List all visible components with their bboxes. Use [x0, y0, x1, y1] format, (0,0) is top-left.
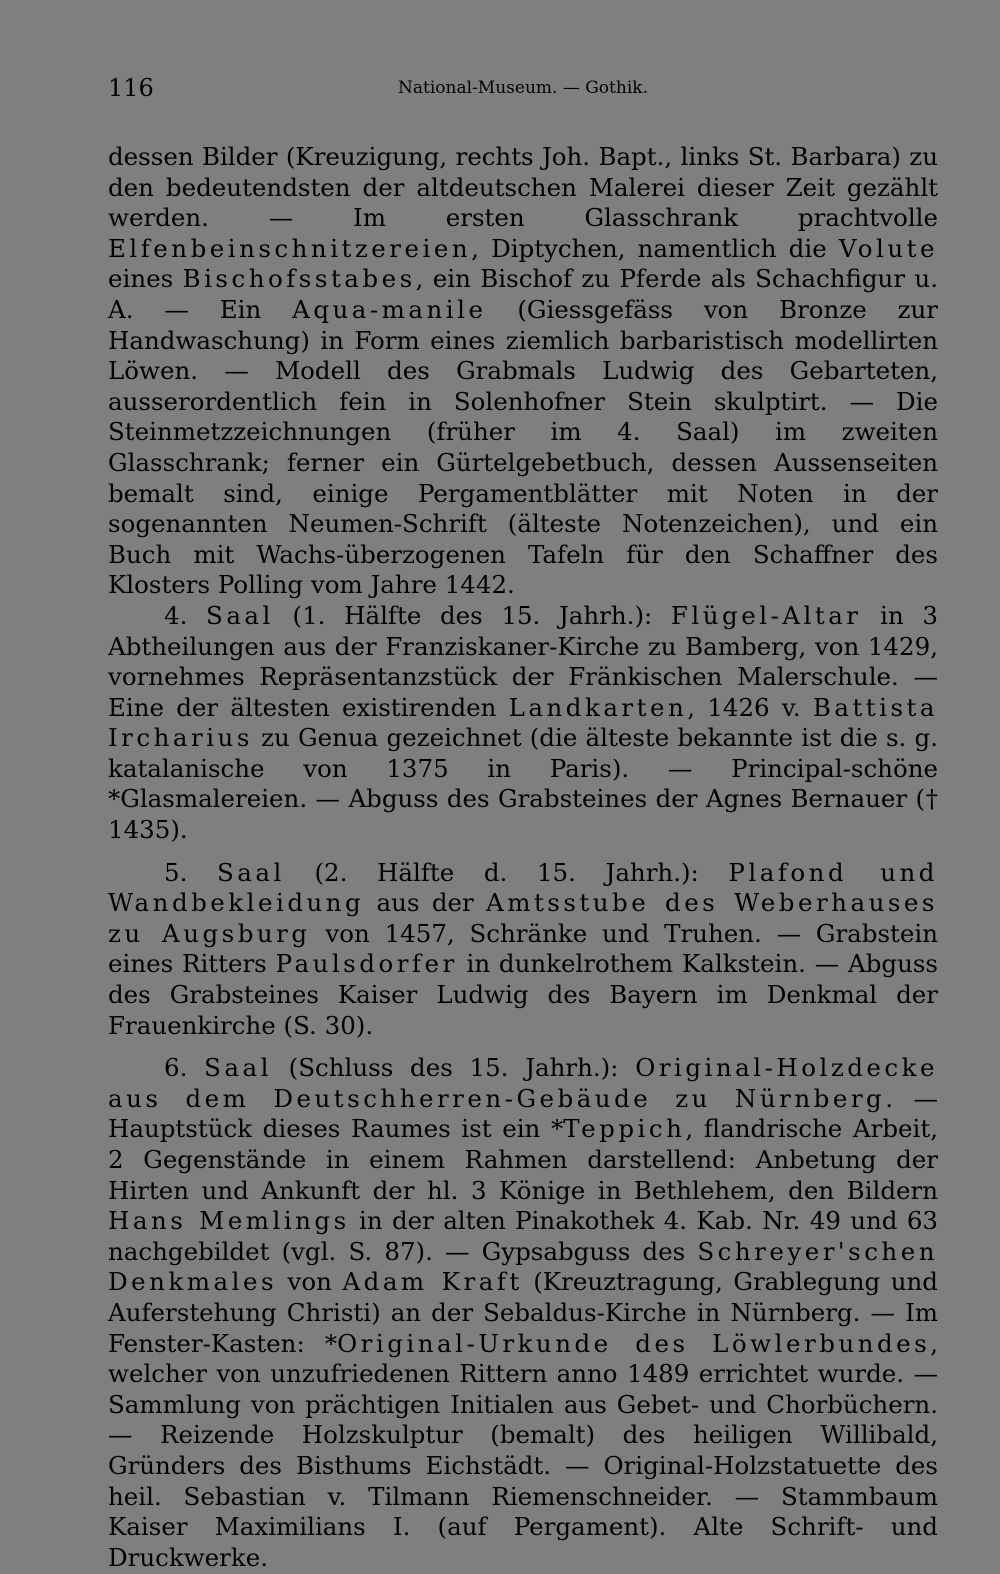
spaced-emphasis: Paulsdorfer	[275, 949, 458, 979]
spaced-emphasis: Saal	[206, 600, 274, 630]
text-run: , Diptychen, namentlich die	[471, 233, 839, 263]
paragraph	[108, 858, 938, 1042]
text-run: , ein Bischof zu Pferde als Schachfigur u. A. — Ein	[108, 264, 938, 324]
spaced-emphasis: Original-Holzdecke aus dem Deutschherren-Gebäude zu Nürnberg	[108, 1053, 938, 1113]
paragraph	[108, 601, 938, 846]
spaced-emphasis: Saal	[204, 1053, 272, 1083]
spaced-emphasis: Amtsstube des Weberhauses zu Augsburg	[108, 888, 938, 948]
text-run: , flandrische Arbeit, 2 Gegenstände in einem Rahmen darstellend: Anbetung der Hirten und Ankunft der hl. 3 Könige in Bethlehem, den Bildern	[108, 1114, 939, 1205]
spaced-emphasis: Landkarten	[508, 692, 688, 722]
text-run: von 1457, Schränke und Truhen. — Grabstein eines Ritters	[108, 918, 939, 979]
text-run: (Schluss des 15. Jahrh.):	[271, 1053, 636, 1083]
text-run: in dunkelrothem Kalkstein. — Abguss des Grabsteines Kaiser Ludwig des Bayern im Denkmal der Frauenkirche (S. 30).	[108, 949, 938, 1040]
text-run: zu Genua gezeichnet (die älteste bekannte ist die s. g. katalanische von 1375 in Paris). — Principal-schöne *Glasmalereien. — Abguss des Grabsteines der Agnes Bernauer († 1435).	[108, 723, 938, 845]
spaced-emphasis: Original-Urkunde des Löwlerbundes	[337, 1328, 931, 1358]
page-number: 116	[108, 74, 154, 102]
running-title: National-Museum. — Gothik.	[398, 78, 648, 98]
spaced-emphasis: Volute	[838, 233, 938, 263]
spaced-emphasis: Schreyer'schen Denkmales	[108, 1236, 938, 1297]
text-run: 6.	[164, 1053, 205, 1083]
text-run: in 3 Abtheilungen aus der Franziskaner-Kirche zu Bamberg, von 1429, vornehmes Repräsentanzstück der Fränkischen Malerschule. — Eine der ältesten existirenden	[108, 600, 939, 722]
spaced-emphasis: Flügel-Altar	[670, 600, 862, 630]
text-run: , welcher von unzufriedenen Rittern anno 1489 errichtet wurde. — Sammlung von prächtigen Initialen aus Gebet- und Chorbüchern. — Reizende Holzskulptur (bemalt) des heiligen Willibald, Gründers des Bisthums Eichstädt. — Original-Holzstatuette des heil. Sebastian v. Tilmann Riemenschneider. — Stammbaum Kaiser Maximilians I. (auf Pergament). Alte Schrift- und Druckwerke.	[108, 1328, 938, 1572]
text-run: 4.	[164, 600, 207, 630]
paragraph	[108, 142, 938, 601]
spaced-emphasis: Plafond und Wandbekleidung	[108, 857, 938, 918]
text-run: (1. Hälfte des 15. Jahrh.):	[273, 600, 671, 630]
spaced-emphasis: Elfenbeinschnitzereien	[108, 233, 472, 263]
paragraph	[108, 1053, 938, 1573]
spaced-emphasis: Battista Ircharius	[108, 692, 938, 753]
spaced-emphasis: Hans Memlings	[108, 1206, 350, 1236]
spaced-emphasis: Teppich	[563, 1114, 686, 1144]
spaced-emphasis: Saal	[217, 857, 285, 887]
text-run: dessen Bilder (Kreuzigung, rechts Joh. Bapt., links St. Barbara) zu den bedeutendsten der altdeutschen Malerei dieser Zeit gezählt werden. — Im ersten Glasschrank prachtvolle	[108, 142, 938, 233]
text-run: (2. Hälfte d. 15. Jahrh.):	[284, 857, 729, 887]
text-run: . — Hauptstück dieses Raumes ist ein *	[108, 1083, 938, 1144]
text-run: (Kreuztragung, Grablegung und Auferstehung Christi) an der Sebaldus-Kirche in Nürnberg. — Im Fenster-Kasten: *	[108, 1267, 938, 1358]
spaced-emphasis: Aqua-manile	[292, 294, 487, 324]
text-run: eines	[108, 264, 183, 294]
text-run: aus der	[364, 888, 487, 918]
text-run: von	[277, 1267, 343, 1297]
spaced-emphasis: Bischofsstabes	[182, 264, 416, 294]
spaced-emphasis: Adam Kraft	[342, 1267, 523, 1297]
page-header	[108, 74, 938, 108]
text-run: 5.	[164, 857, 217, 887]
text-run: in der alten Pinakothek 4. Kab. Nr. 49 und 63 nachgebildet (vgl. S. 87). — Gypsabguss des	[108, 1206, 938, 1266]
text-run: (Giessgefäss von Bronze zur Handwaschung) in Form eines ziemlich barbaristisch modellirten Löwen. — Modell des Grabmals Ludwig des Gebarteten, ausserordentlich fein in Solenhofner Stein skulptirt. — Die Steinmetzzeichnungen (früher im 4. Saal) im zweiten Glasschrank; ferner ein Gürtelgebetbuch, dessen Aussenseiten bemalt sind, einige Pergamentblätter mit Noten in der sogenannten Neumen-Schrift (älteste Notenzeichen), und ein Buch mit Wachs-überzogenen Tafeln für den Schaffner des Klosters Polling vom Jahre 1442.	[108, 294, 939, 600]
body-text	[108, 142, 938, 1573]
text-run: , 1426 v.	[687, 692, 813, 722]
